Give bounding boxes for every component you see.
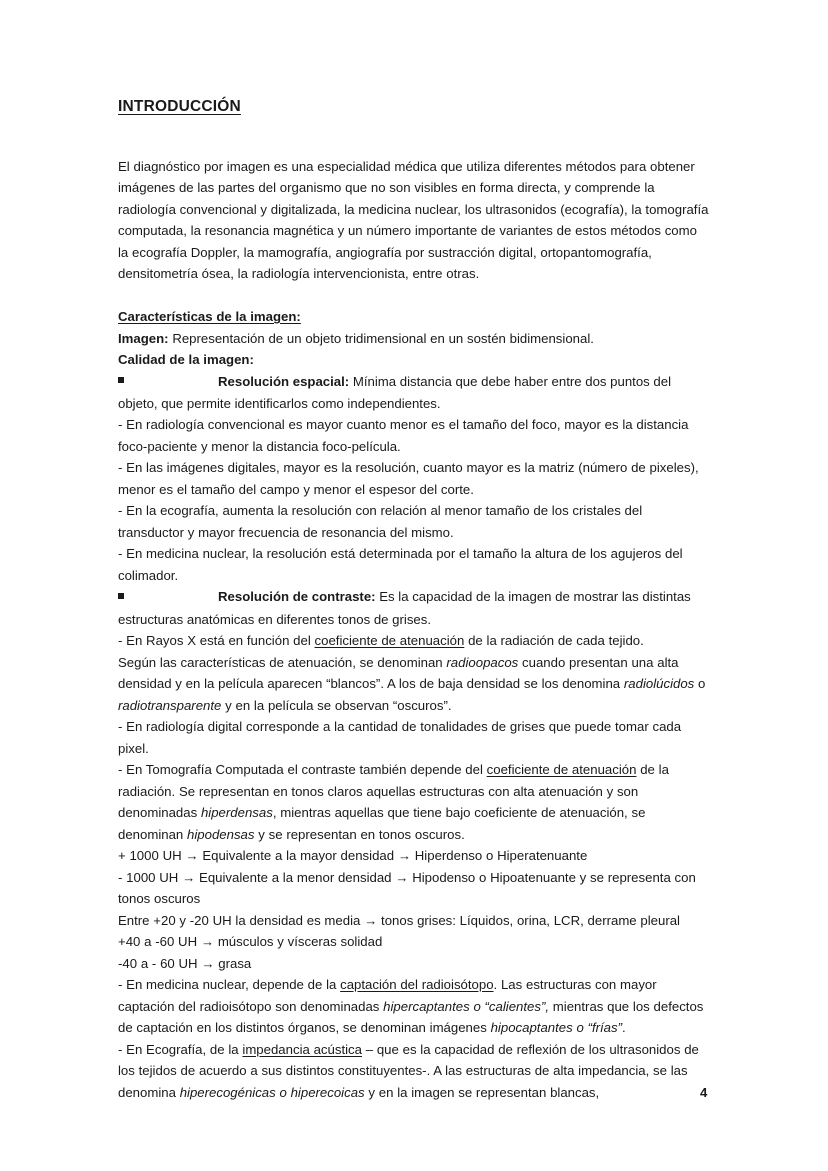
eco-italic-hiperecogenicas: hiperecogénicas o hiperecoicas [179, 1084, 365, 1100]
uh-scale-line-1: + 1000 UH → Equivalente a la mayor densidad → Hiperdenso o Hiperatenuante [118, 848, 588, 864]
uh-scale-line-2: - 1000 UH → Equivalente a la menor densidad → Hipodenso o Hipoatenuante y se representa con tonos oscuros [118, 869, 696, 907]
eco-underlined-term: impedancia acústica [242, 1041, 362, 1057]
tomografia-prefix: - En Tomografía Computada el contraste también depende del [118, 762, 487, 778]
espacial-item-4: - En medicina nuclear, la resolución está determinada por el tamaño la altura de los agujeros del colimador. [118, 546, 683, 583]
segun-part2: cuando presentan una alta densidad y en la película aparecen “blancos”. A los de baja densidad se los denomina [118, 654, 679, 692]
bullet-resolucion-espacial-text: Mínima distancia que debe haber entre dos puntos del objeto, que permite identificarlos como independientes. [118, 373, 672, 411]
tomografia-suffix: de la radiación. Se representan en tonos claros aquellas estructuras con alta atenuación y son denominadas [118, 762, 669, 821]
uh-scale-line-5: -40 a - 60 UH → grasa [118, 955, 252, 971]
uh-scale-line-3: Entre +20 y -20 UH la densidad es media → tonos grises: Líquidos, orina, LCR, derrame pleural [118, 912, 680, 928]
bullet-resolucion-contraste-text: Es la capacidad de la imagen de mostrar las distintas estructuras anatómicas en diferentes tonos de grises. [118, 589, 691, 627]
mn-italic-hipocaptantes: hipocaptantes o “frías” [490, 1020, 623, 1036]
segun-part3: o [694, 676, 706, 692]
square-bullet-icon [118, 587, 218, 609]
segun-italic-radioopacos: radioopacos [446, 654, 519, 670]
heading-calidad [118, 349, 710, 371]
segun-part1: Según las características de atenuación, se denominan [118, 654, 447, 670]
mn-prefix: - En medicina nuclear, depende de la [118, 977, 341, 993]
tomografia-underlined-term: coeficiente de atenuación [486, 762, 637, 778]
segun-part4: y en la película se observan “oscuros”. [221, 697, 452, 713]
contraste-tomografia [118, 759, 710, 845]
rayosx-underlined-term: coeficiente de atenuación [314, 633, 465, 649]
heading-caracteristicas [118, 306, 710, 328]
square-bullet-icon [118, 371, 218, 393]
segun-italic-radiolucidos: radiolúcidos [623, 676, 695, 692]
tomografia-cont-part2: y se representan en tonos oscuros. [254, 826, 465, 842]
bullet-resolucion-espacial [118, 371, 710, 415]
heading-calidad-label: Calidad de la imagen: [118, 352, 254, 367]
imagen-definition [118, 328, 710, 350]
mn-suffix: . [622, 1020, 626, 1036]
imagen-text: Representación de un objeto tridimensional en un sostén bidimensional. [168, 330, 594, 346]
segun-italic-radiotransparente: radiotransparente [118, 697, 222, 713]
page-number: 4 [700, 1085, 708, 1100]
medicina-nuclear-item [118, 974, 710, 1039]
tomografia-italic-hipodensas: hipodensas [187, 826, 255, 842]
heading-caracteristicas-label: Características de la imagen: [118, 309, 301, 324]
bullet-resolucion-espacial-label: Resolución espacial: [218, 373, 350, 389]
uh-scale-line-4: +40 a -60 UH → músculos y vísceras solidad [118, 934, 383, 950]
bullet-resolucion-contraste [118, 586, 710, 630]
contraste-digital: - En radiología digital corresponde a la cantidad de tonalidades de grises que puede tomar cada pixel. [118, 719, 682, 756]
espacial-item-2: - En las imágenes digitales, mayor es la resolución, cuanto mayor es la matriz (número de pixeles), menor es el tamaño del campo y menor el espesor del corte. [118, 460, 699, 497]
page-title: INTRODUCCIÓN [118, 98, 241, 115]
intro-paragraph: El diagnóstico por imagen es una especialidad médica que utiliza diferentes métodos para obtener imágenes de las partes del organismo que no son visibles en forma directa, y comprende la radiología convencional y digitalizada, la medicina nuclear, los ultrasonidos (ecografía), la tomografía computada, la resonancia magnética y un número importante de variantes de estos métodos como la ecografía Doppler, la mamografía, angiografía por sustracción digital, ortopantomografía, densitometría ósea, la radiología intervencionista, entre otras. [118, 158, 709, 281]
espacial-item-3: - En la ecografía, aumenta la resolución con relación al menor tamaño de los cristales del transductor y mayor frecuencia de resonancia del mismo. [118, 503, 643, 540]
eco-prefix: - En Ecografía, de la [118, 1041, 243, 1057]
eco-middle: – que es la capacidad de reflexión de los ultrasonidos de los tejidos de acuerdo a sus distintos constituyentes-. A las estructuras de alta impedancia, se las denomina [118, 1041, 699, 1100]
rayosx-prefix: - En Rayos X está en función del [118, 633, 315, 649]
tomografia-italic-hiperdensas: hiperdensas [200, 805, 273, 821]
imagen-label: Imagen: [118, 330, 169, 346]
document-body [118, 96, 710, 1103]
rayosx-suffix: de la radiación de cada tejido. [464, 633, 644, 649]
mn-middle: . Las estructuras con mayor captación del radioisótopo son denominadas [118, 977, 657, 1014]
mn-italic-hipercaptantes: hipercaptantes o “calientes”, [383, 998, 550, 1014]
tomografia-cont-part1: , mientras aquellas que tiene bajo coeficiente de atenuación, se denominan [118, 805, 646, 842]
spacer [118, 118, 710, 156]
eco-suffix: y en la imagen se representan blancas, [364, 1084, 600, 1100]
contraste-segun [118, 652, 710, 717]
ecografia-item [118, 1039, 710, 1104]
mn-underlined-term: captación del radioisótopo [340, 977, 494, 993]
espacial-item-1: - En radiología convencional es mayor cuanto menor es el tamaño del foco, mayor es la distancia foco-paciente y menor la distancia foco-película. [118, 417, 689, 454]
bullet-resolucion-contraste-label: Resolución de contraste: [218, 589, 376, 605]
contraste-rayosx [118, 630, 710, 652]
spacer [118, 285, 710, 307]
mn-middle-2: mientras que los defectos de captación en los distintos órganos, se denominan imágenes [118, 998, 704, 1036]
